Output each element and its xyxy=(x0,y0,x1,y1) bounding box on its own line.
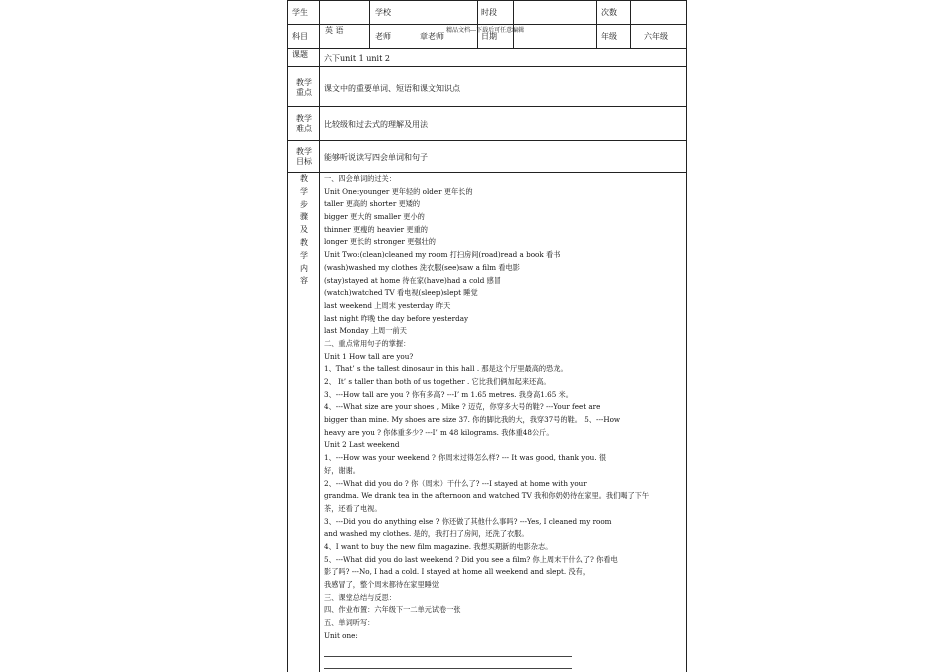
content-line: 3、---Did you do anything else ? 你还做了其他什么事吗? ---Yes, I cleaned my room xyxy=(324,516,612,526)
content-line: last night 昨晚 the day before yesterday xyxy=(324,313,469,323)
content-line: 3、---How tall are you ? 你有多高? ---I’ m 1.65 metres. 我身高1.65 米。 xyxy=(324,389,573,399)
difficulties-label-bottom: 难点 xyxy=(296,124,312,133)
content-line: 5、---What did you do last weekend ? Did you see a film? 你上周末干什么了? 你看电 xyxy=(324,554,618,564)
period-label: 时段 xyxy=(481,8,497,17)
content-line: and washed my clothes. 是的，我打扫了房间，还洗了衣服。 xyxy=(324,529,529,539)
topic-value: 六下unit 1 unit 2 xyxy=(324,54,390,63)
content-line: 影了吗? ---No, I had a cold. I stayed at home all weekend and slept. 没有， xyxy=(324,567,591,577)
content-line: 五、单词听写： xyxy=(324,618,375,628)
difficulties-label xyxy=(289,114,319,134)
content-line: 我感冒了，整个周末都待在家里睡觉 xyxy=(324,580,440,589)
steps-label xyxy=(289,173,319,288)
header-divider xyxy=(477,0,478,48)
content-line: thinner 更瘦的 heavier 更重的 xyxy=(324,224,428,234)
content-line: heavy are you ? 你体重多少? ---I’ m 48 kilograms. 我体重48公斤。 xyxy=(324,427,554,437)
dictation-blank-line[interactable] xyxy=(324,668,572,669)
content-line: longer 更长的 stronger 更强壮的 xyxy=(324,237,436,247)
content-line: Unit one: xyxy=(324,630,358,640)
content-line: (stay)stayed at home 待在家(have)had a cold 感冒 xyxy=(324,275,502,285)
key-points-value: 课文中的重要单词、短语和课文知识点 xyxy=(324,84,460,93)
row-line xyxy=(287,66,687,67)
steps-label-char: 教 xyxy=(300,237,308,247)
content-line: (wash)washed my clothes 洗衣服(see)saw a film 看电影 xyxy=(324,262,520,272)
steps-label-char: 及 xyxy=(300,225,308,235)
subject-value: 英 语 xyxy=(325,26,344,35)
dictation-blank-line[interactable] xyxy=(324,656,572,657)
content-line: Unit 1 How tall are you? xyxy=(324,351,414,361)
student-label: 学生 xyxy=(292,8,308,17)
steps-label-char: 步 xyxy=(300,199,308,209)
count-label: 次数 xyxy=(601,8,617,17)
key-points-label xyxy=(289,78,319,98)
steps-label-char: 骤 xyxy=(300,212,308,222)
content-line: last Monday 上周一前天 xyxy=(324,326,407,336)
grade-value: 六年级 xyxy=(644,32,668,41)
content-line: 一、四会单词的过关： xyxy=(324,174,396,183)
content-line: last weekend 上周末 yesterday 昨天 xyxy=(324,300,451,310)
topic-label: 课题 xyxy=(292,50,308,59)
content-line: 4、I want to buy the new film magazine. 我想买期新的电影杂志。 xyxy=(324,541,553,551)
steps-label-char: 学 xyxy=(300,186,308,196)
content-line: 1、---How was your weekend ? 你周末过得怎么样? --- It was good, thank you. 很 xyxy=(324,453,607,463)
objectives-label-bottom: 目标 xyxy=(296,157,312,166)
objectives-value: 能够听说读写四会单词和句子 xyxy=(324,153,428,162)
content-line: 2、 It’ s taller than both of us together . 它比我们俩加起来还高。 xyxy=(324,377,551,386)
content-line: taller 更高的 shorter 更矮的 xyxy=(324,199,421,209)
header-divider xyxy=(369,0,370,48)
row-line xyxy=(287,140,687,141)
content-line: 1、That’ s the tallest dinosaur in this hall . 那是这个厅里最高的恐龙。 xyxy=(324,364,568,374)
row-line xyxy=(287,0,687,1)
school-label: 学校 xyxy=(375,8,391,17)
difficulties-label-top: 教学 xyxy=(296,114,312,123)
teacher-label: 老师 xyxy=(375,32,391,41)
content-line: Unit 2 Last weekend xyxy=(324,440,400,450)
lesson-content xyxy=(324,173,686,642)
content-line: 二、重点常用句子的掌握： xyxy=(324,338,411,348)
content-line: 好，谢谢。 xyxy=(324,465,360,475)
content-line: 2、---What did you do ? 你（周末）干什么了? ---I stayed at home with your xyxy=(324,478,587,488)
steps-label-char: 容 xyxy=(300,276,308,286)
difficulties-value: 比较级和过去式的理解及用法 xyxy=(324,120,428,129)
row-line xyxy=(287,106,687,107)
date-label: 日期 xyxy=(481,32,497,41)
content-line: grandma. We drank tea in the afternoon and watched TV 我和你奶奶待在家里。我们喝了下午 xyxy=(324,491,650,501)
content-line: (watch)watched TV 看电视(sleep)slept 睡觉 xyxy=(324,288,478,298)
label-column-divider xyxy=(319,0,320,672)
row-line xyxy=(287,48,687,49)
objectives-label xyxy=(289,147,319,167)
key-points-label-bottom: 重点 xyxy=(296,88,312,97)
content-line: bigger 更大的 smaller 更小的 xyxy=(324,212,425,222)
table-right-border xyxy=(686,0,687,672)
content-line: 三、课堂总结与反思： xyxy=(324,592,396,602)
table-left-border xyxy=(287,0,288,672)
header-divider xyxy=(596,0,597,48)
content-line: 4、---What size are your shoes , Mike ? 迈克，你穿多大号的鞋? ---Your feet are xyxy=(324,402,601,412)
objectives-label-top: 教学 xyxy=(296,147,312,156)
content-line: Unit One:younger 更年轻的 older 更年长的 xyxy=(324,186,473,196)
content-line: bigger than mine. My shoes are size 37. 你的脚比我的大，我穿37号的鞋。 5、---How xyxy=(324,415,621,425)
steps-label-char: 教 xyxy=(300,174,308,183)
subject-label: 科目 xyxy=(292,32,308,41)
watermark-text: 精品文档---下载后可任意编辑 xyxy=(446,27,525,34)
steps-label-char: 学 xyxy=(300,250,308,260)
key-points-label-top: 教学 xyxy=(296,78,312,87)
steps-label-char: 内 xyxy=(300,263,308,273)
content-line: 茶，还看了电视。 xyxy=(324,503,382,513)
teacher-value: 章老师 xyxy=(420,32,444,41)
content-line: Unit Two:(clean)cleaned my room 打扫房间(road)read a book 看书 xyxy=(324,250,561,260)
header-divider xyxy=(630,0,631,48)
grade-label: 年级 xyxy=(601,32,617,41)
header-divider xyxy=(513,0,514,48)
content-line: 四、作业布置：六年级下一二单元试卷一张 xyxy=(324,605,461,615)
